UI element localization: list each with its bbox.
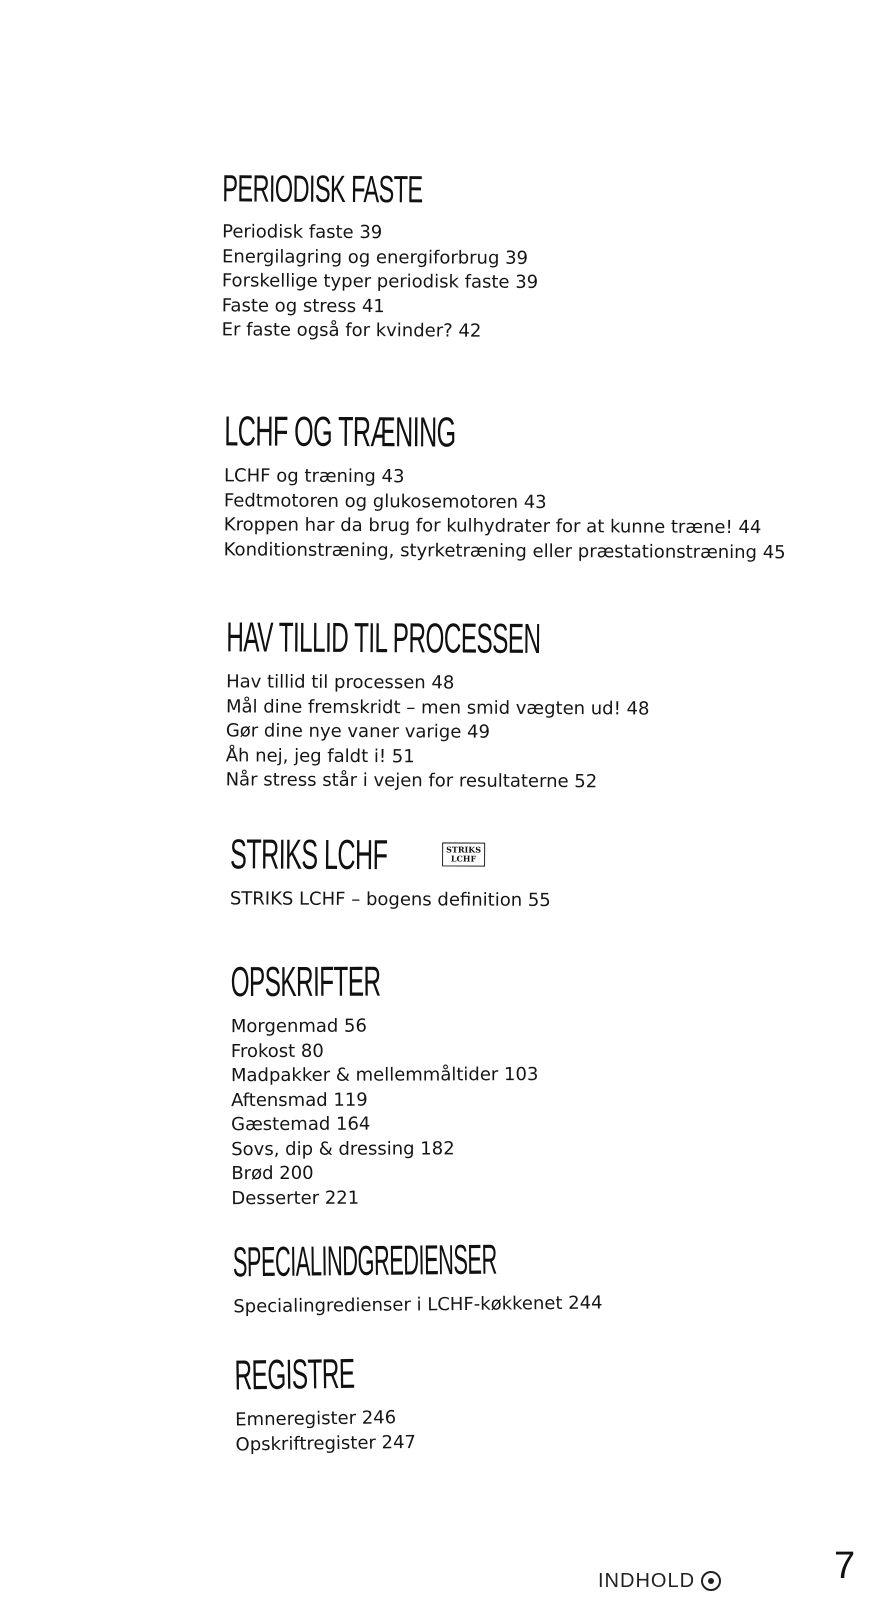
footer-section-label: INDHOLD bbox=[598, 1570, 696, 1592]
entry-list bbox=[224, 464, 865, 565]
list-item: Kroppen har da brug for kulhydrater for at kunne træne! 44 bbox=[223, 514, 762, 539]
list-item: Madpakker & mellemmåltider 103 bbox=[230, 1064, 539, 1087]
badge-line: LCHF bbox=[450, 853, 477, 864]
list-item: Konditionstræning, styrketræning eller præstationstræning 45 bbox=[223, 538, 786, 563]
section-opskrifter bbox=[231, 959, 872, 1211]
badge-line: STRIKS bbox=[446, 844, 482, 855]
list-item: Energilagring og energiforbrug 39 bbox=[221, 245, 529, 269]
list-item: Åh nej, jeg faldt i! 51 bbox=[225, 744, 415, 767]
list-item: Brød 200 bbox=[231, 1162, 314, 1185]
entry-list bbox=[230, 887, 870, 915]
list-item: Mål dine fremskridt – men smid vægten ud! 48 bbox=[225, 695, 650, 720]
list-item: Morgenmad 56 bbox=[230, 1015, 367, 1038]
list-item: Specialingredienser i LCHF-køkkenet 244 bbox=[233, 1292, 603, 1318]
list-item: Opskriftregister 247 bbox=[235, 1431, 417, 1455]
list-item: Frokost 80 bbox=[230, 1040, 324, 1062]
list-item: Når stress står i vejen for resultaterne 52 bbox=[225, 769, 598, 793]
section-hav-tillid bbox=[225, 613, 867, 796]
list-item: Hav tillid til processen 48 bbox=[226, 671, 455, 694]
section-periodisk-faste bbox=[222, 170, 863, 346]
list-item: Forskellige typer periodisk faste 39 bbox=[221, 270, 539, 293]
section-heading: HAV TILLID TIL PROCESSEN bbox=[226, 613, 541, 662]
section-heading: STRIKS LCHF bbox=[229, 830, 388, 879]
striks-lchf-badge bbox=[442, 842, 485, 866]
entry-list bbox=[235, 1400, 876, 1458]
circle-dot-icon bbox=[700, 1570, 722, 1592]
list-item: LCHF og træning 43 bbox=[224, 465, 405, 488]
section-heading: LCHF OG TRÆNING bbox=[224, 407, 456, 456]
section-registre bbox=[234, 1346, 875, 1458]
list-item: Fedtmotoren og glukosemotoren 43 bbox=[223, 489, 547, 513]
entry-list bbox=[226, 670, 867, 796]
list-item: Emneregister 246 bbox=[235, 1407, 397, 1431]
section-striks-lchf bbox=[229, 830, 870, 915]
list-item: Er faste også for kvinder? 42 bbox=[221, 319, 482, 342]
list-item: STRIKS LCHF – bogens definition 55 bbox=[229, 888, 551, 912]
list-item: Sovs, dip & dressing 182 bbox=[231, 1137, 455, 1160]
list-item: Desserter 221 bbox=[231, 1187, 360, 1209]
list-item: Faste og stress 41 bbox=[221, 294, 385, 317]
section-lchf-og-traening bbox=[223, 407, 865, 565]
section-heading: PERIODISK FASTE bbox=[222, 168, 423, 212]
section-heading: SPECIALINDGREDIENSER bbox=[232, 1235, 497, 1286]
list-item: Periodisk faste 39 bbox=[222, 221, 383, 244]
section-specialingredienser bbox=[233, 1235, 874, 1320]
page-number: 7 bbox=[834, 1545, 856, 1587]
list-item: Gør dine nye vaner varige 49 bbox=[225, 720, 490, 743]
entry-list bbox=[222, 220, 863, 346]
entry-list bbox=[231, 1013, 872, 1211]
list-item: Gæstemad 164 bbox=[231, 1113, 371, 1136]
section-heading: OPSKRIFTER bbox=[230, 957, 381, 1006]
list-item: Aftensmad 119 bbox=[231, 1089, 368, 1111]
section-heading: REGISTRE bbox=[234, 1349, 355, 1399]
